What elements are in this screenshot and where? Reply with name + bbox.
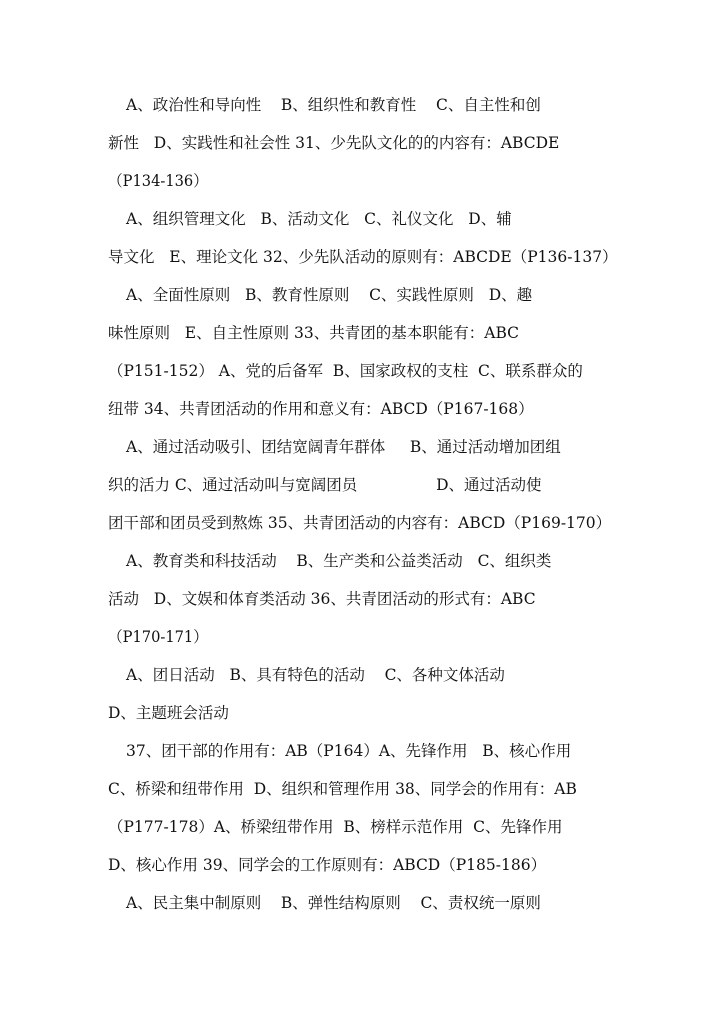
text-line: （P151-152） A、党的后备军 B、国家政权的支柱 C、联系群众的: [108, 362, 583, 380]
text-line: 织的活力 C、通过活动叫与宽阔团员 D、通过活动使: [108, 476, 542, 494]
text-line: A、政治性和导向性 B、组织性和教育性 C、自主性和创: [126, 96, 541, 114]
text-line: A、通过活动吸引、团结宽阔青年群体 B、通过活动增加团组: [126, 438, 561, 456]
text-line: D、核心作用 39、同学会的工作原则有：ABCD（P185-186）: [108, 856, 547, 874]
text-line: （P177-178）A、桥梁纽带作用 B、榜样示范作用 C、先锋作用: [108, 818, 563, 836]
text-line: 导文化 E、理论文化 32、少先队活动的原则有：ABCDE（P136-137）: [108, 248, 618, 266]
text-line: A、团日活动 B、具有特色的活动 C、各种文体活动: [126, 666, 505, 684]
text-line: （P134-136）: [108, 172, 208, 190]
text-line: C、桥梁和纽带作用 D、组织和管理作用 38、同学会的作用有：AB: [108, 780, 577, 798]
text-line: 活动 D、文娱和体育类活动 36、共青团活动的形式有：ABC: [108, 590, 536, 608]
text-line: 味性原则 E、自主性原则 33、共青团的基本职能有：ABC: [108, 324, 519, 342]
text-line: A、组织管理文化 B、活动文化 C、礼仪文化 D、辅: [126, 210, 512, 228]
text-line: D、主题班会活动: [108, 704, 229, 722]
text-line: A、教育类和科技活动 B、生产类和公益类活动 C、组织类: [126, 552, 552, 570]
text-line: 新性 D、实践性和社会性 31、少先队文化的的内容有：ABCDE: [108, 134, 560, 152]
text-line: A、民主集中制原则 B、弹性结构原则 C、责权统一原则: [126, 894, 541, 912]
text-line: 团干部和团员受到熬炼 35、共青团活动的内容有：ABCD（P169-170）: [108, 514, 612, 532]
text-line: A、全面性原则 B、教育性原则 C、实践性原则 D、趣: [126, 286, 533, 304]
text-line: 37、团干部的作用有：AB（P164）A、先锋作用 B、核心作用: [126, 742, 572, 760]
text-line: （P170-171）: [108, 628, 208, 646]
text-line: 纽带 34、共青团活动的作用和意义有：ABCD（P167-168）: [108, 400, 534, 418]
